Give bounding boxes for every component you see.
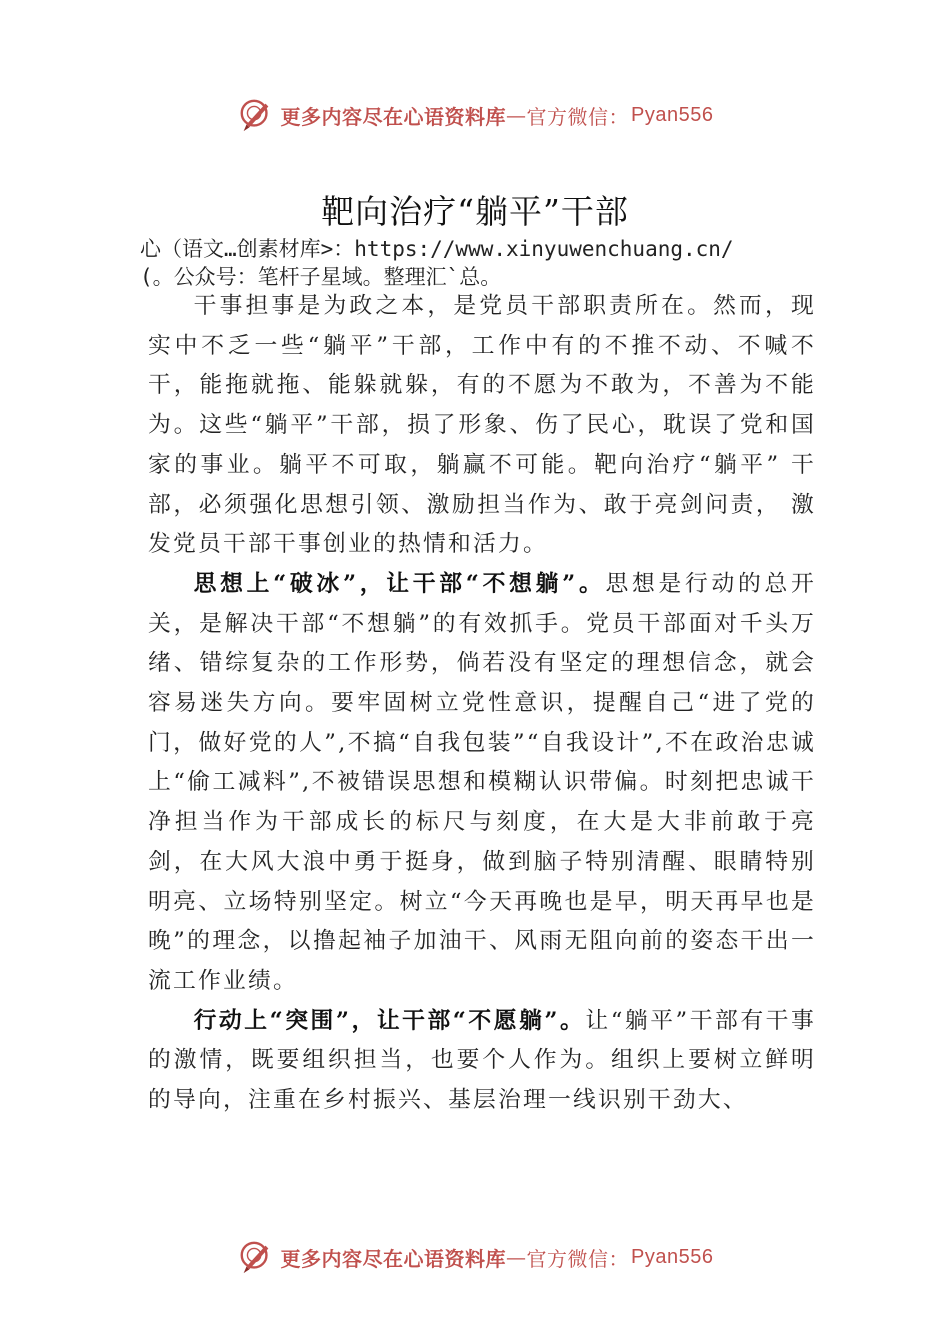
banner-dash: — [506,1245,527,1269]
pen-logo-icon [237,96,275,134]
paragraph-3-lead: 行动上“突围”，让干部“不愿躺”。 [193,1007,586,1034]
banner-brand: 更多内容尽在心语资料库 [280,1246,507,1271]
source-line-2: (。公众号：笔杆子星域。整理汇`总。 [140,265,502,289]
pen-logo-icon [237,1238,275,1276]
paragraph-3-text: 让“躺平”干部有干事的激情，既要组织担当，也要个人作为。组织上要树立鲜明的导向，注重在乡村振兴、基层治理一线识别干劲大、 [148,1007,817,1114]
banner-wechat-label: 官方微信： [526,104,630,129]
banner-wechat-id: Pyan556 [631,103,714,126]
banner-wechat-id: Pyan556 [631,1245,714,1268]
paragraph-3 [148,1002,816,1121]
paragraph-1: 干事担事是为政之本，是党员干部职责所在。然而，现实中不乏一些“躺平”干部，工作中有的不推不动、不喊不干，能拖就拖、能躲就躲，有的不愿为不敢为，不善为不能为。这些“躺平”干部，损了形象、伤了民心，耽误了党和国家的事业。躺平不可取，躺赢不可能。靶向治疗“躺平” 干部，必须强化思想引领、激励担当作为、敢于亮剑问责， 激发党员干部干事创业的热情和活力。 [148,293,816,558]
paragraph-2 [148,565,816,1002]
banner-wechat-label: 官方微信： [526,1246,630,1271]
paragraph-2-lead: 思想上“破冰”，让干部“不想躺”。 [193,570,606,597]
document-title: 靶向治疗“躺平”干部 [321,192,629,231]
source-line-1: 心（语文…创素材库>：https://www.xinyuwenchuang.cn/ [140,237,734,261]
footer-banner [0,1238,950,1276]
article-body [148,287,816,1121]
paragraph-2-text: 思想是行动的总开关，是解决干部“不想躺”的有效抓手。党员干部面对千头万绪、错综复杂的工作形势，倘若没有坚定的理想信念，就会容易迷失方向。要牢固树立党性意识，提醒自己“进了党的门，做好党的人”,不搞“自我包装”“自我设计”,不在政治忠诚上“偷工减料”,不被错误思想和模糊认识带偏。时刻把忠诚干净担当作为干部成长的标尺与刻度，在大是大非前敢于亮剑，在大风大浪中勇于挺身，做到脑子特别清醒、眼睛特别明亮、立场特别坚定。树立“今天再晚也是早，明天再早也是晚”的理念，以撸起袖子加油干、风雨无阻向前的姿态干出一流工作业绩。 [148,570,816,994]
banner-dash: — [506,103,527,127]
header-banner [0,96,950,134]
banner-brand: 更多内容尽在心语资料库 [280,104,507,129]
